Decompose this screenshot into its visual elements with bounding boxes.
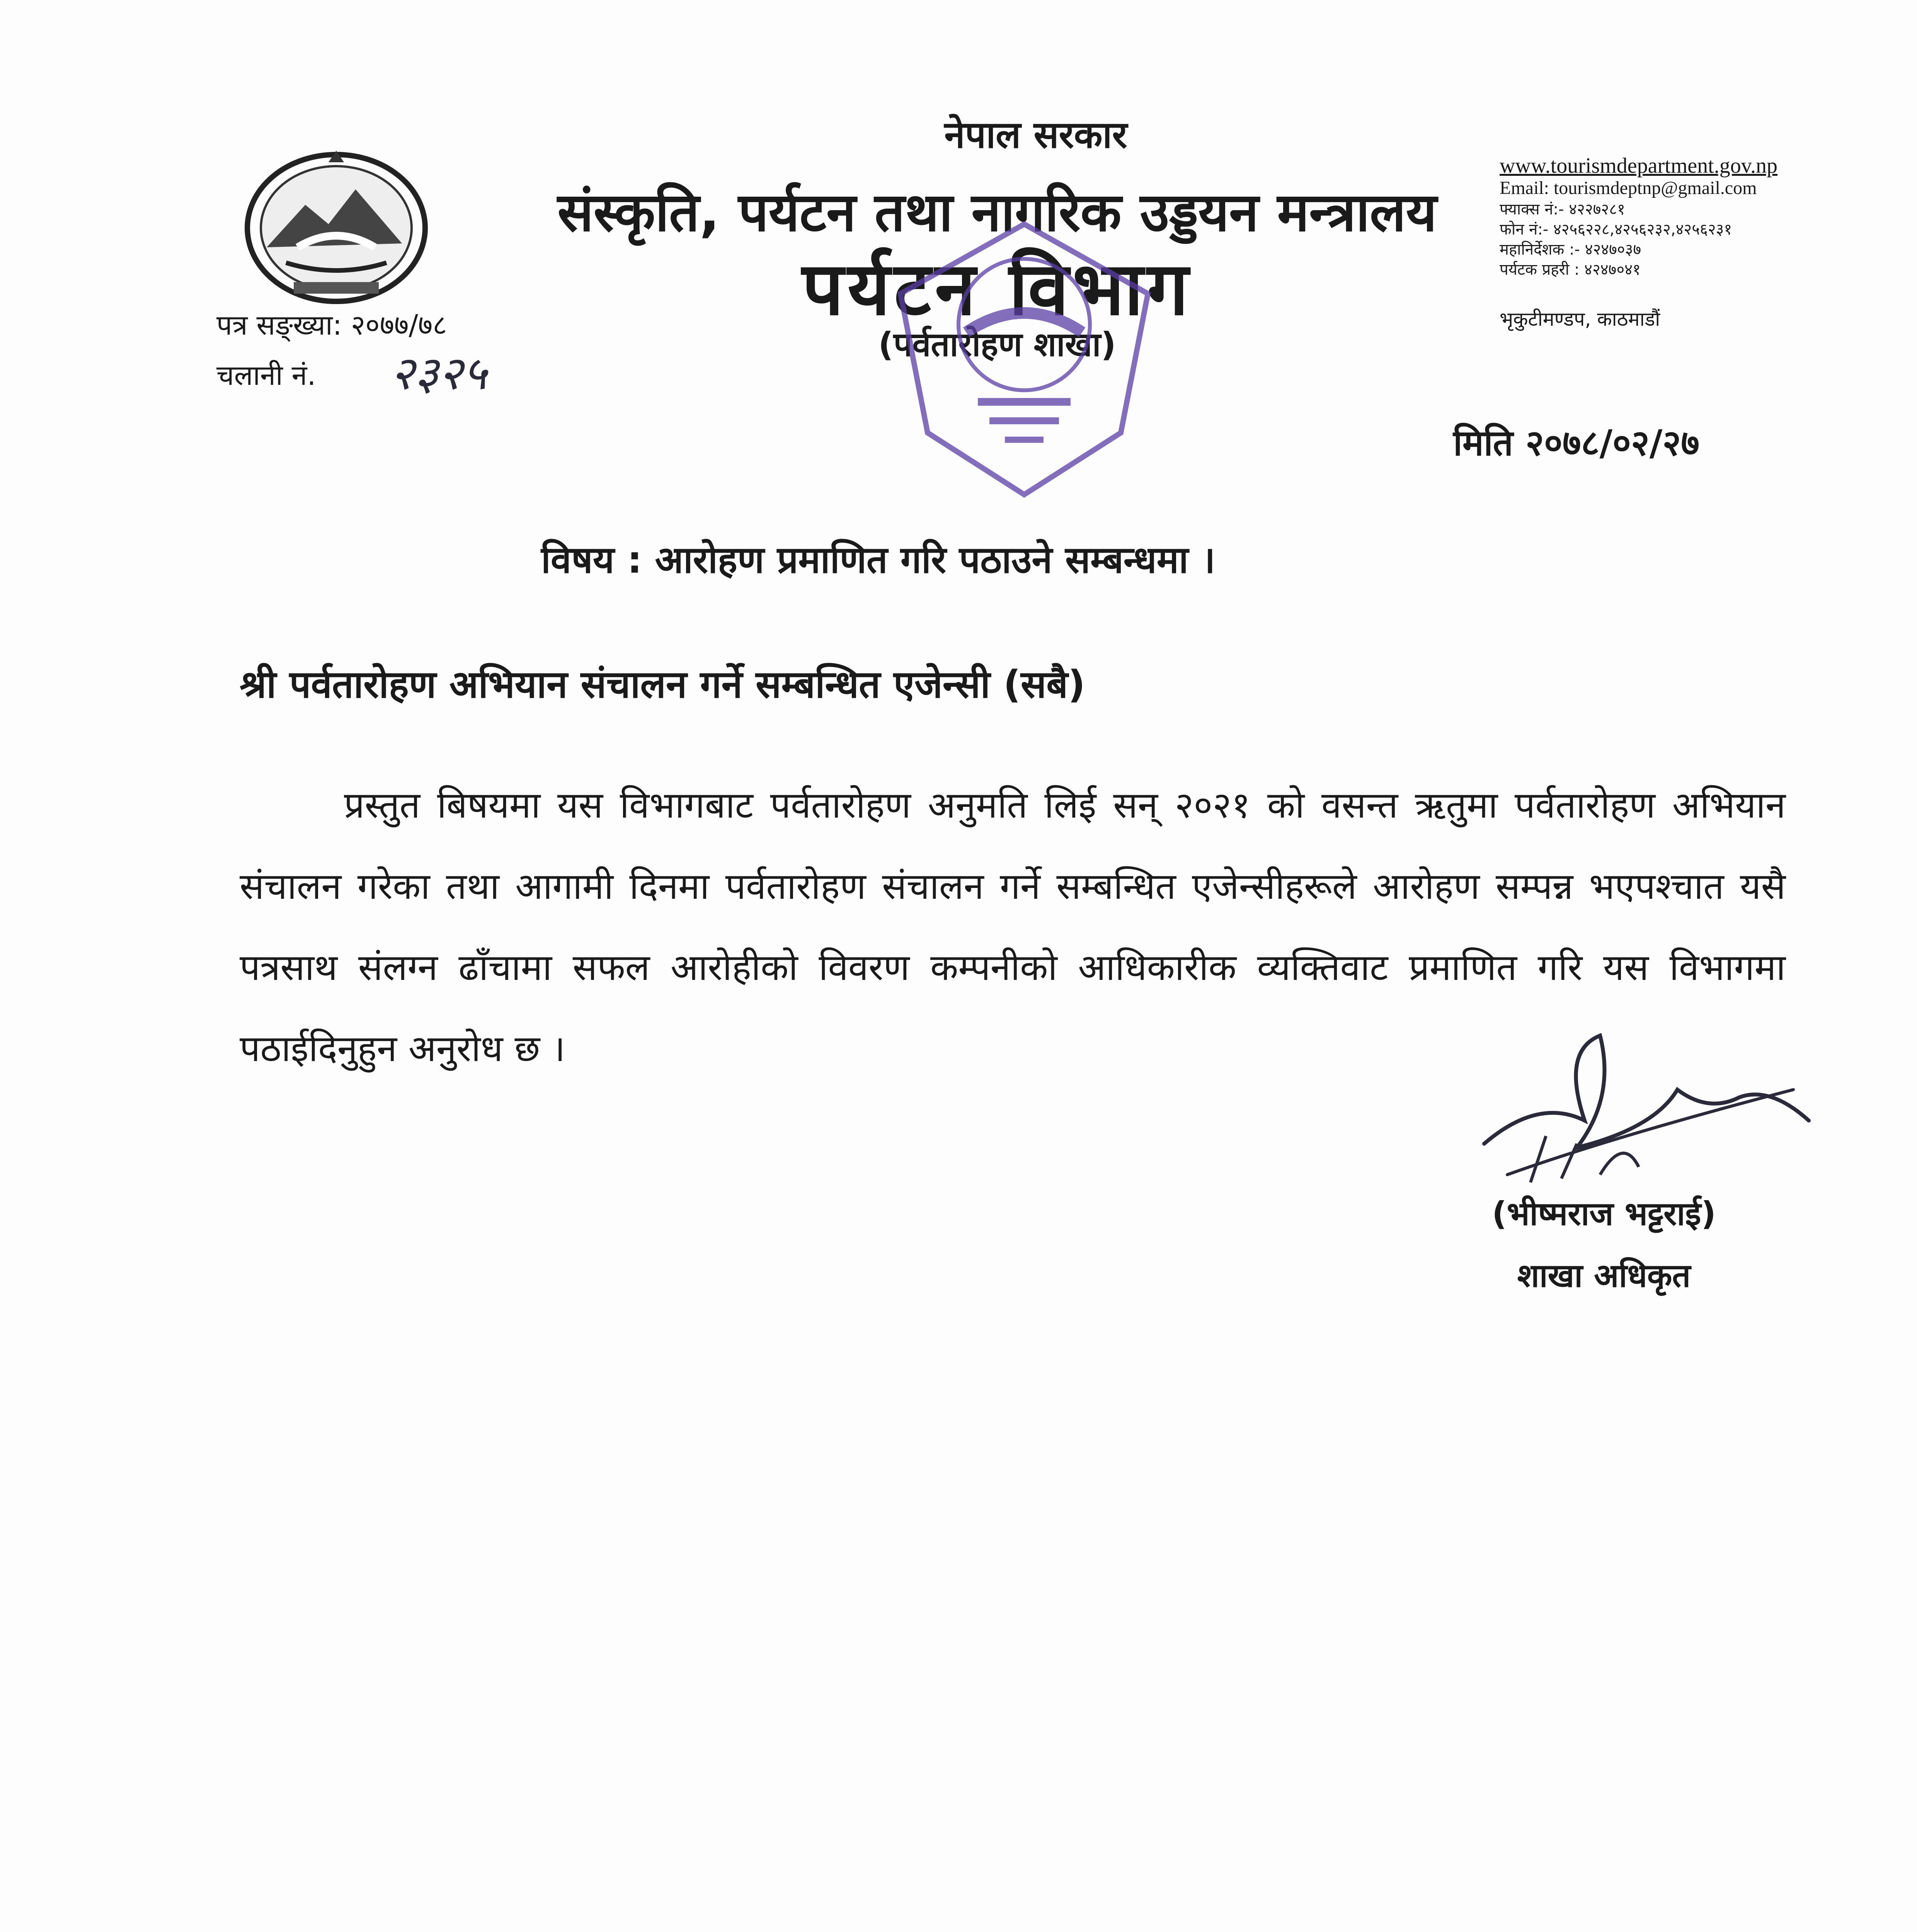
director-general-phone: महानिर्देशक :- ४२४७०३७ <box>1500 241 1641 259</box>
letter-subject: विषय : आरोहण प्रमाणित गरि पठाउने सम्बन्धमा । <box>541 538 1216 582</box>
letter-recipient: श्री पर्वतारोहण अभियान संचालन गर्ने सम्बन्धित एजेन्सी (सबै) <box>240 663 1085 707</box>
letter-date: मिति २०७८/०२/२७ <box>1453 422 1700 464</box>
fax-text: फ्याक्स नं:- ४२२७२८१ <box>1500 201 1625 218</box>
official-stamp-icon <box>889 216 1159 502</box>
ministry-title: संस्कृति, पर्यटन तथा नागरिक उड्डयन मन्त्रालय <box>557 181 1437 243</box>
signatory-name: (भीष्मराज भट्टराई) <box>1492 1195 1716 1233</box>
signatory-designation: शाखा अधिकृत <box>1517 1257 1691 1294</box>
address-text: भृकुटीमण्डप, काठमाडौं <box>1500 308 1660 330</box>
section-title: (पर्वतारोहण शाखा) <box>878 325 1116 364</box>
email-text: Email: tourismdeptnp@gmail.com <box>1500 178 1757 198</box>
tourist-police-phone: पर्यटक प्रहरी : ४२४७०४१ <box>1500 261 1641 279</box>
dispatch-number: २३२५ <box>390 347 487 400</box>
government-title: नेपाल सरकार <box>944 113 1127 156</box>
letter-body: प्रस्तुत बिषयमा यस विभागबाट पर्वतारोहण अनुमति लिई सन् २०२१ को वसन्त ऋतुमा पर्वतारोहण अभियान संचालन गरेका तथा आगामी दिनमा पर्वतारोहण संचालन गर्ने सम्बन्धित एजेन्सीहरूले आरोहण सम्पन्न भएपश्चात यसै पत्रसाथ संलग्न ढाँचामा सफल आरोहीको विवरण कम्पनीको आधिकारीक व्यक्तिवाट प्रमाणित गरि यस विभागमा पठाईदिनुहुन अनुरोध छ । <box>240 784 1786 1070</box>
contact-block <box>1500 155 1886 280</box>
website-link[interactable]: www.tourismdepartment.gov.np <box>1500 154 1778 178</box>
letter-reference-number: पत्र सङ्ख्या: २०७७/७८ <box>216 309 447 341</box>
phone-text: फोन नं:- ४२५६२२८,४२५६२३२,४२५६२३१ <box>1500 221 1732 238</box>
dispatch-label: चलानी नं. <box>216 359 316 391</box>
nepal-emblem-icon <box>240 147 433 309</box>
department-title: पर्यटन विभाग <box>802 246 1193 332</box>
